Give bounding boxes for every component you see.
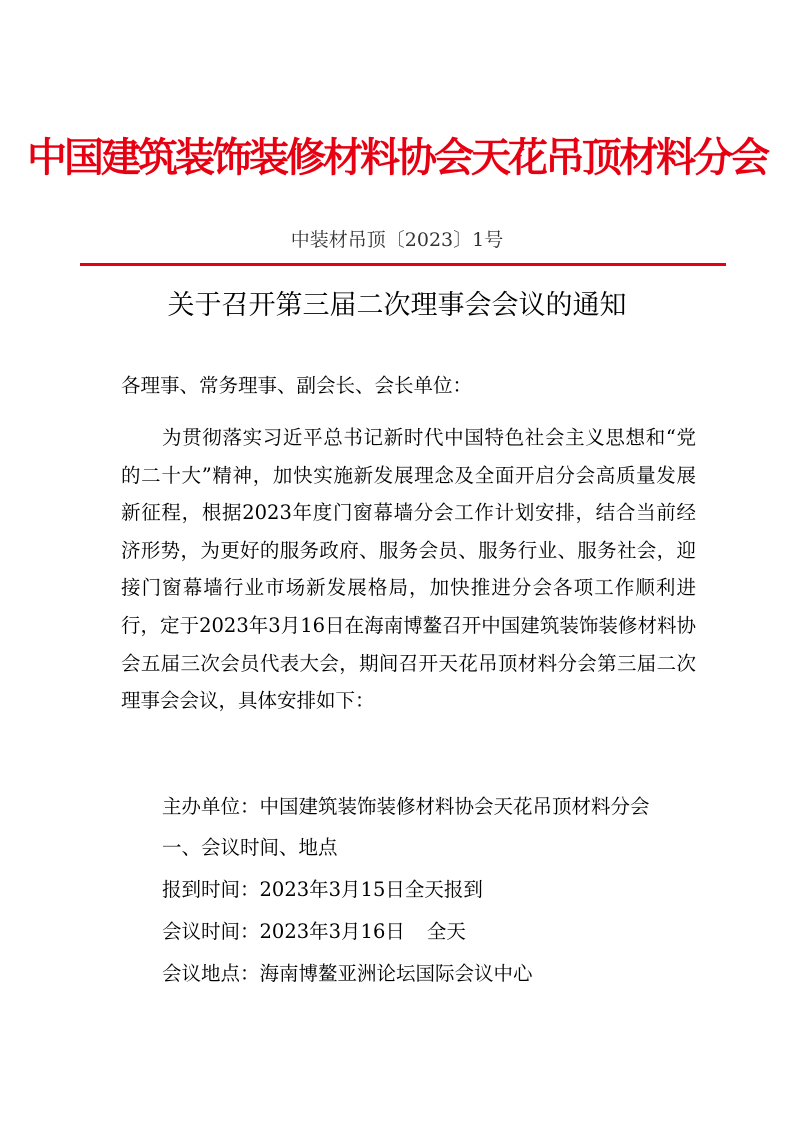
red-header-rule — [80, 263, 726, 266]
meeting-time-date: 会议时间：2023年3月16日 — [162, 920, 405, 943]
body-paragraph: 为贯彻落实习近平总书记新时代中国特色社会主义思想和“党的二十大”精神，加快实施新发展理念及全面开启分会高质量发展新征程，根据2023年度门窗幕墙分会工作计划安排，结合当前经济形势，为更好的服务政府、服务会员、服务行业、服务社会，迎接门窗幕墙行业市场新发展格局，加快推进分会各项工作顺利进行，定于2023年3月16日在海南博鳌召开中国建筑装饰装修材料协会五届三次会员代表大会，期间召开天花吊顶材料分会第三届二次理事会会议，具体安排如下： — [121, 426, 696, 713]
registration-time-line: 报到时间：2023年3月15日全天报到 — [162, 878, 483, 901]
organizer-line: 主办单位：中国建筑装饰装修材料协会天花吊顶材料分会 — [162, 795, 650, 818]
salutation: 各理事、常务理事、副会长、会长单位： — [121, 374, 473, 397]
meeting-time-line — [162, 918, 466, 946]
venue-line: 会议地点：海南博鳌亚洲论坛国际会议中心 — [162, 962, 533, 985]
document-number: 中装材吊顶〔2023〕1号 — [290, 229, 504, 251]
section-heading-time-place: 一、会议时间、地点 — [162, 836, 338, 859]
notice-title: 关于召开第三届二次理事会会议的通知 — [167, 290, 627, 321]
issuing-organization-title: 中国建筑装饰装修材料协会天花吊顶材料分会 — [27, 135, 767, 181]
meeting-time-span: 全天 — [426, 920, 466, 943]
